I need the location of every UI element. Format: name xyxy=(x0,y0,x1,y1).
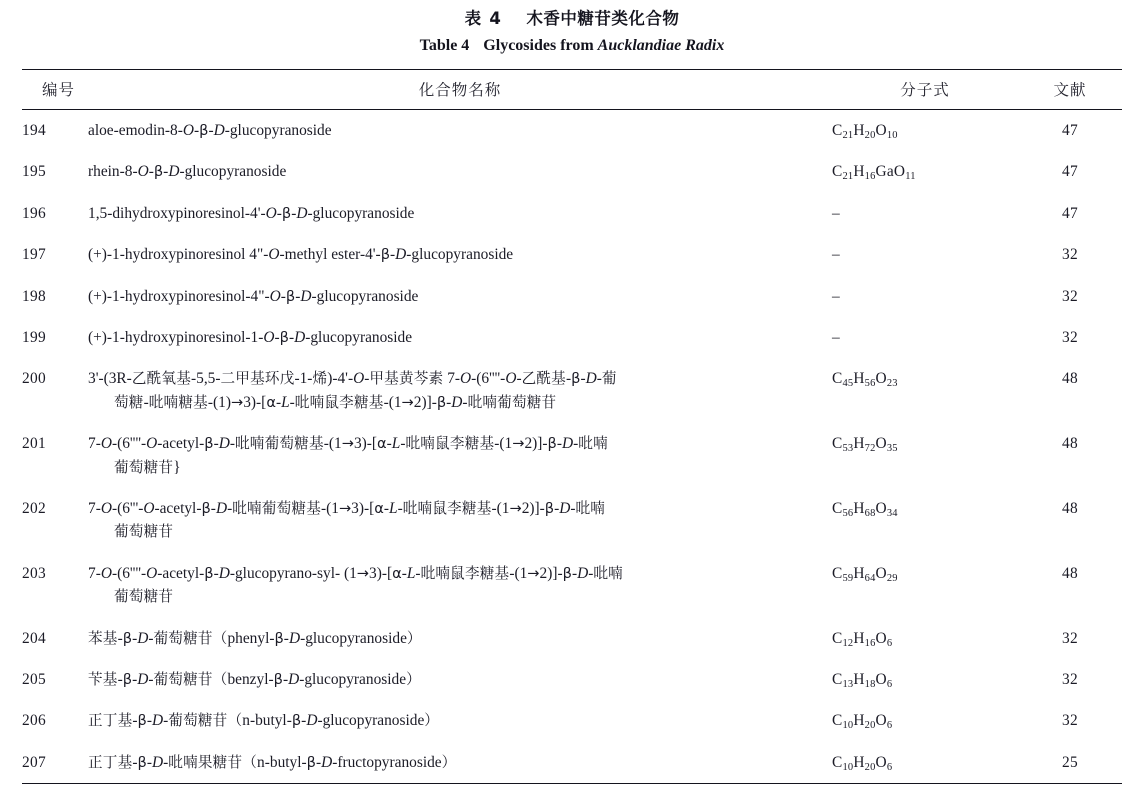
cell-reference: 32 xyxy=(1062,246,1078,264)
table-header xyxy=(22,69,1122,109)
cell-no: 196 xyxy=(22,204,46,222)
compound-name-line: 正丁基-β-D-葡萄糖苷（n-butyl-β-D-glucopyranoside） xyxy=(88,712,440,730)
column-header-no: 编号 xyxy=(22,69,88,109)
table-title-en-number: 4 xyxy=(461,36,470,54)
compound-name-line: 葡萄糖苷} xyxy=(114,458,181,476)
cell-reference: 48 xyxy=(1062,564,1078,582)
cell-compound-name xyxy=(88,109,832,151)
cell-formula: – xyxy=(832,287,840,305)
cell-no: 197 xyxy=(22,246,46,264)
cell-no: 207 xyxy=(22,742,88,784)
table-row xyxy=(22,742,1122,784)
table-row xyxy=(22,193,1122,234)
compound-name-line: 3'-(3R-乙酰氧基-5,5-二甲基环戊-1-烯)-4'-O-甲基黄芩素 7-O-(6''''-O-乙酰基-β-D-葡 xyxy=(88,370,617,388)
cell-reference: 32 xyxy=(1062,328,1078,346)
cell-reference: 32 xyxy=(1062,629,1078,647)
cell-formula: $C_{21}H_{20}O_{10}$ xyxy=(832,121,898,141)
cell-no: 194 xyxy=(22,121,46,139)
table-row xyxy=(22,553,1122,618)
table-title-cn-text: 木香中糖苷类化合物 xyxy=(526,9,680,28)
table-title-en-label: Table xyxy=(419,36,458,54)
cell-no: 205 xyxy=(22,671,46,689)
cell-no: 199 xyxy=(22,328,46,346)
cell-no: 206 xyxy=(22,712,46,730)
table-row xyxy=(22,151,1122,192)
column-header-formula: 分子式 xyxy=(832,69,1018,109)
cell-reference: 47 xyxy=(1062,121,1078,139)
cell-compound-name xyxy=(88,488,832,553)
cell-compound-name xyxy=(88,423,832,488)
cell-no: 198 xyxy=(22,287,46,305)
cell-no: 202 xyxy=(22,499,46,517)
cell-formula: $C_{21}H_{16}GaO_{11}$ xyxy=(832,163,916,183)
cell-compound-name xyxy=(88,193,832,234)
table-title-en-species: Aucklandiae Radix xyxy=(597,36,725,54)
cell-formula: $C_{12}H_{16}O_6$ xyxy=(832,629,893,649)
compound-name-line: 正丁基-β-D-吡喃果糖苷（n-butyl-β-D-fructopyranoside） xyxy=(88,753,457,771)
cell-reference: 47 xyxy=(1062,163,1078,181)
compound-name-line: 苯基-β-D-葡萄糖苷（phenyl-β-D-glucopyranoside） xyxy=(88,629,422,647)
table-row xyxy=(22,317,1122,358)
cell-compound-name xyxy=(88,234,832,275)
cell-reference: 48 xyxy=(1062,370,1078,388)
cell-formula: $C_{59}H_{64}O_{29}$ xyxy=(832,564,898,584)
table-row xyxy=(22,659,1122,700)
cell-compound-name xyxy=(88,151,832,192)
compound-name-line: 苄基-β-D-葡萄糖苷（benzyl-β-D-glucopyranoside） xyxy=(88,671,421,689)
table-title-en-text: Glycosides from xyxy=(483,36,594,54)
table-row xyxy=(22,423,1122,488)
compound-name-line: (+)-1-hydroxypinoresinol-4"-O-β-D-glucopyranoside xyxy=(88,287,419,305)
cell-compound-name xyxy=(88,553,832,618)
table-title-cn-number: 4 xyxy=(489,9,502,28)
compound-name-line: 7-O-(6''''-O-acetyl-β-D-glucopyrano-syl- (1→3)-[α-L-吡喃鼠李糖基-(1→2)]-β-D-吡喃 xyxy=(88,564,623,582)
cell-no: 203 xyxy=(22,564,46,582)
cell-formula: – xyxy=(832,328,840,346)
cell-formula: – xyxy=(832,246,840,264)
cell-formula: $C_{10}H_{20}O_6$ xyxy=(832,712,893,732)
table-title-cn-label: 表 xyxy=(464,9,482,28)
cell-compound-name xyxy=(88,618,832,659)
compound-name-line: 1,5-dihydroxypinoresinol-4'-O-β-D-glucopyranoside xyxy=(88,204,415,222)
cell-formula: $C_{45}H_{56}O_{23}$ xyxy=(832,370,898,390)
table-row xyxy=(22,276,1122,317)
table-row xyxy=(22,488,1122,553)
cell-no: 195 xyxy=(22,163,46,181)
table-title-chinese xyxy=(0,7,1144,31)
cell-reference: 32 xyxy=(1062,671,1078,689)
compound-name-line: aloe-emodin-8-O-β-D-glucopyranoside xyxy=(88,121,332,139)
table-title-block xyxy=(0,0,1144,58)
table-title-english xyxy=(0,34,1144,58)
table-row xyxy=(22,618,1122,659)
compound-name-line: 7-O-(6'''-O-acetyl-β-D-吡喃葡萄糖基-(1→3)-[α-L-吡喃鼠李糖基-(1→2)]-β-D-吡喃 xyxy=(88,499,606,517)
table-row xyxy=(22,700,1122,741)
compound-name-line: rhein-8-O-β-D-glucopyranoside xyxy=(88,163,287,181)
cell-no: 200 xyxy=(22,370,46,388)
compound-name-line: 7-O-(6''''-O-acetyl-β-D-吡喃葡萄糖基-(1→3)-[α-L-吡喃鼠李糖基-(1→2)]-β-D-吡喃 xyxy=(88,435,608,453)
cell-compound-name xyxy=(88,659,832,700)
table-row xyxy=(22,109,1122,151)
cell-compound-name xyxy=(88,700,832,741)
cell-formula: $C_{56}H_{68}O_{34}$ xyxy=(832,499,898,519)
cell-compound-name xyxy=(88,358,832,423)
cell-formula: – xyxy=(832,204,840,222)
glycosides-table xyxy=(22,69,1122,784)
table-header-row xyxy=(22,69,1122,109)
table-row xyxy=(22,234,1122,275)
cell-formula: $C_{53}H_{72}O_{35}$ xyxy=(832,435,898,455)
cell-reference: 32 xyxy=(1062,287,1078,305)
cell-compound-name xyxy=(88,317,832,358)
table-row xyxy=(22,358,1122,423)
cell-no: 204 xyxy=(22,629,46,647)
cell-no: 201 xyxy=(22,435,46,453)
cell-reference: 32 xyxy=(1062,712,1078,730)
cell-compound-name xyxy=(88,276,832,317)
compound-name-line: (+)-1-hydroxypinoresinol-1-O-β-D-glucopyranoside xyxy=(88,328,413,346)
compound-name-line: 葡萄糖苷 xyxy=(114,588,174,606)
compound-name-line: 萄糖-吡喃糖基-(1)→3)-[α-L-吡喃鼠李糖基-(1→2)]-β-D-吡喃葡萄糖苷 xyxy=(114,393,557,411)
cell-reference: 48 xyxy=(1062,499,1078,517)
cell-reference: 48 xyxy=(1062,435,1078,453)
cell-formula: $C_{13}H_{18}O_6$ xyxy=(832,671,893,690)
cell-compound-name xyxy=(88,742,832,784)
cell-reference: 47 xyxy=(1062,204,1078,222)
glycosides-table-wrapper xyxy=(22,69,1122,784)
cell-formula: $C_{10}H_{20}O_6$ xyxy=(832,742,1018,784)
column-header-reference: 文献 xyxy=(1018,69,1122,109)
table-body xyxy=(22,109,1122,783)
compound-name-line: (+)-1-hydroxypinoresinol 4"-O-methyl ester-4'-β-D-glucopyranoside xyxy=(88,246,514,264)
cell-reference: 25 xyxy=(1018,742,1122,784)
column-header-name: 化合物名称 xyxy=(88,69,832,109)
compound-name-line: 葡萄糖苷 xyxy=(114,523,174,541)
